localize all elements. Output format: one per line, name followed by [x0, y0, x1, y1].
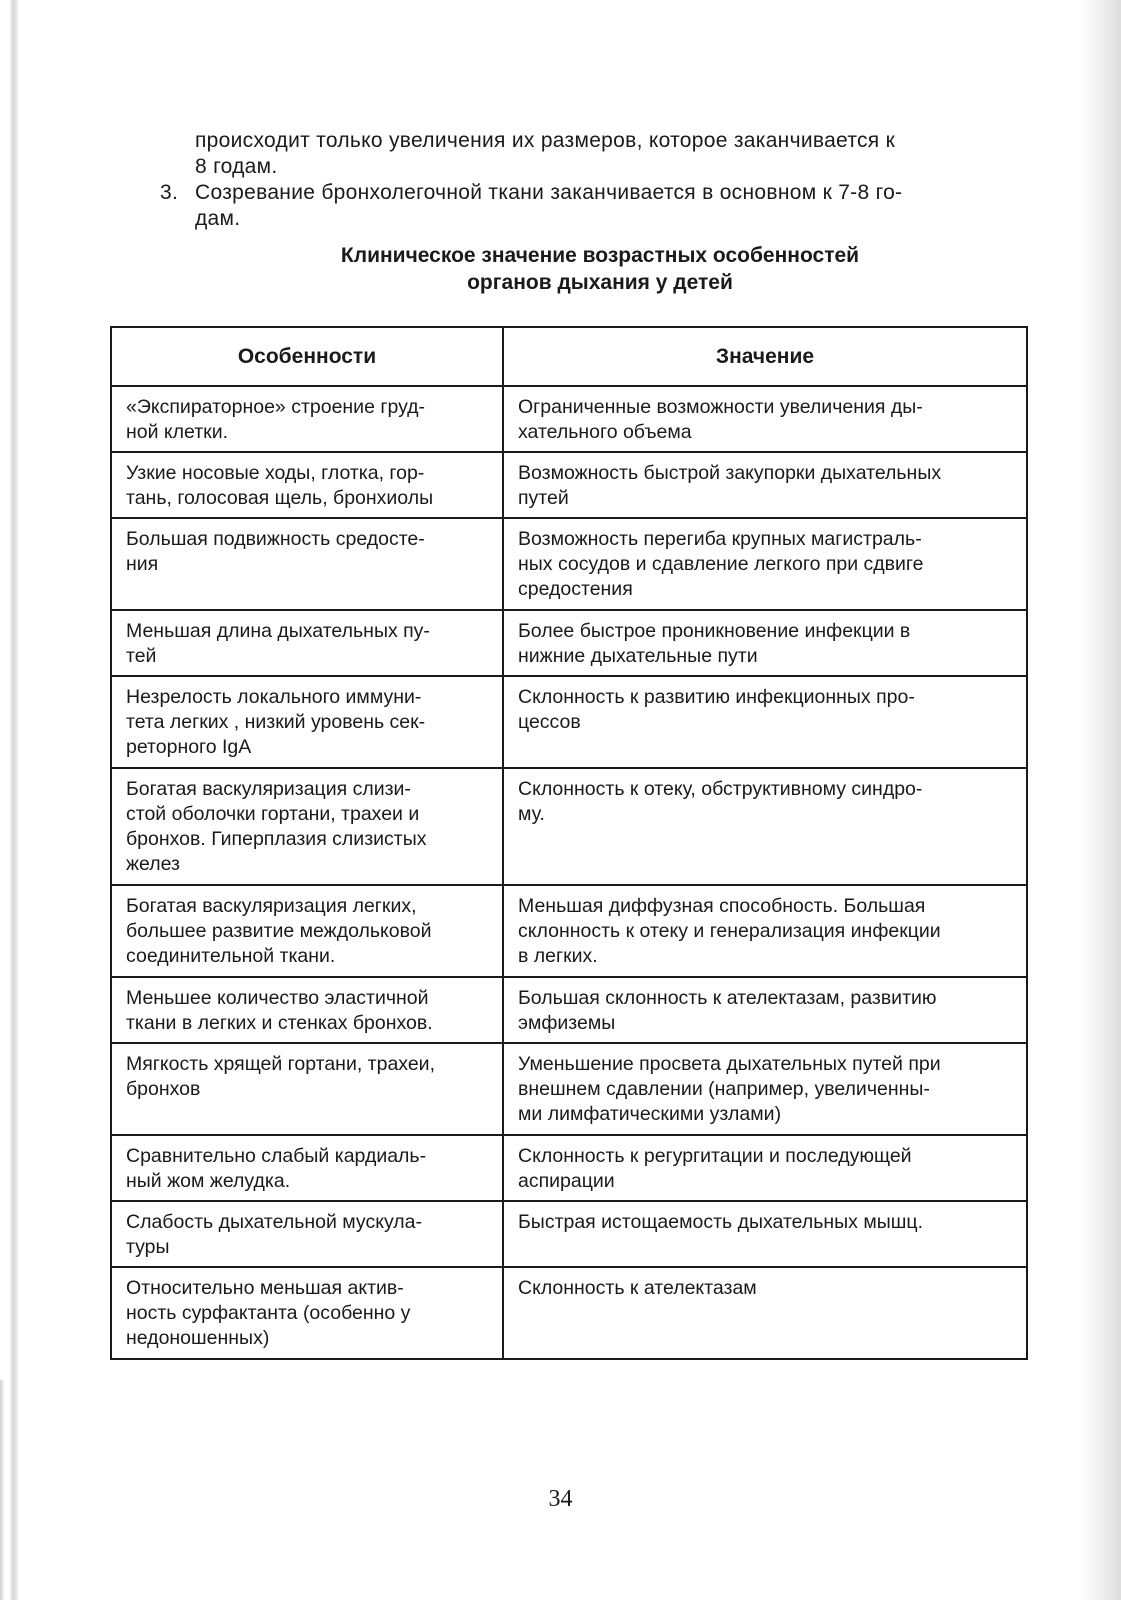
- table-row: [111, 1201, 1027, 1267]
- list-item-3-number: 3.: [160, 181, 179, 204]
- features-table: [110, 326, 1028, 1360]
- cell-feature: Большая подвижность средосте- ния: [111, 518, 503, 610]
- table-row: [111, 610, 1027, 676]
- cell-feature: Меньшая длина дыхательных пу- тей: [111, 610, 503, 676]
- list-item-3-line-1: Созревание бронхолегочной ткани заканчивается в основном к 7-8 го-: [195, 181, 903, 204]
- table-row: [111, 768, 1027, 885]
- table-row: [111, 386, 1027, 452]
- cell-feature: Сравнительно слабый кардиаль- ный жом желудка.: [111, 1135, 503, 1201]
- cell-meaning: Меньшая диффузная способность. Большая склонность к отеку и генерализация инфекции в легких.: [503, 885, 1027, 977]
- cell-meaning: Склонность к регургитации и последующей аспирации: [503, 1135, 1027, 1201]
- cell-feature: «Экспираторное» строение груд- ной клетки.: [111, 386, 503, 452]
- cell-feature: Мягкость хрящей гортани, трахеи, бронхов: [111, 1043, 503, 1135]
- list-item-3-text: [195, 180, 1020, 232]
- header-features: Особенности: [111, 327, 503, 386]
- cell-meaning: Уменьшение просвета дыхательных путей при внешнем сдавлении (например, увеличенны- ми лимфатическими узлами): [503, 1043, 1027, 1135]
- intro-text: [160, 128, 1020, 232]
- cell-meaning: Более быстрое проникновение инфекции в нижние дыхательные пути: [503, 610, 1027, 676]
- cell-feature: Богатая васкуляризация легких, большее развитие междольковой соединительной ткани.: [111, 885, 503, 977]
- cell-meaning: Ограниченные возможности увеличения ды- хательного объема: [503, 386, 1027, 452]
- cell-feature: Узкие носовые ходы, глотка, гор- тань, голосовая щель, бронхиолы: [111, 452, 503, 518]
- section-title-line-2: органов дыхания у детей: [467, 271, 733, 294]
- table-row: [111, 676, 1027, 768]
- intro-line-2: 8 годам.: [195, 155, 278, 178]
- cell-meaning: Быстрая истощаемость дыхательных мышц.: [503, 1201, 1027, 1267]
- cell-feature: Меньшее количество эластичной ткани в легких и стенках бронхов.: [111, 977, 503, 1043]
- cell-feature: Слабость дыхательной мускула- туры: [111, 1201, 503, 1267]
- intro-line-1: происходит только увеличения их размеров, которое заканчивается к: [195, 129, 896, 152]
- cell-feature: Незрелость локального иммуни- тета легких , низкий уровень сек- реторного IgA: [111, 676, 503, 768]
- cell-meaning: Склонность к отеку, обструктивному синдро- му.: [503, 768, 1027, 885]
- table-row: [111, 452, 1027, 518]
- cell-meaning: Возможность перегиба крупных магистраль- ных сосудов и сдавление легкого при сдвиге средостения: [503, 518, 1027, 610]
- cell-feature: Относительно меньшая актив- ность сурфактанта (особенно у недоношенных): [111, 1267, 503, 1359]
- table-header-row: [111, 327, 1027, 386]
- cell-meaning: Большая склонность к ателектазам, развитию эмфиземы: [503, 977, 1027, 1043]
- table-row: [111, 1135, 1027, 1201]
- section-title-line-1: Клиническое значение возрастных особенностей: [340, 244, 860, 267]
- page-number: 34: [548, 1486, 573, 1512]
- table-row: [111, 885, 1027, 977]
- header-meaning: Значение: [503, 327, 1027, 386]
- list-item-3: [160, 180, 1020, 232]
- table-row: [111, 1043, 1027, 1135]
- table-row: [111, 977, 1027, 1043]
- section-title: [110, 242, 1090, 296]
- features-table-wrapper: [110, 326, 1026, 1360]
- cell-feature: Богатая васкуляризация слизи- стой оболочки гортани, трахеи и бронхов. Гиперплазия слизистых желез: [111, 768, 503, 885]
- cell-meaning: Возможность быстрой закупорки дыхательных путей: [503, 452, 1027, 518]
- table-row: [111, 518, 1027, 610]
- table-row: [111, 1267, 1027, 1359]
- cell-meaning: Склонность к развитию инфекционных про- цессов: [503, 676, 1027, 768]
- list-item-3-line-2: дам.: [195, 207, 241, 230]
- cell-meaning: Склонность к ателектазам: [503, 1267, 1027, 1359]
